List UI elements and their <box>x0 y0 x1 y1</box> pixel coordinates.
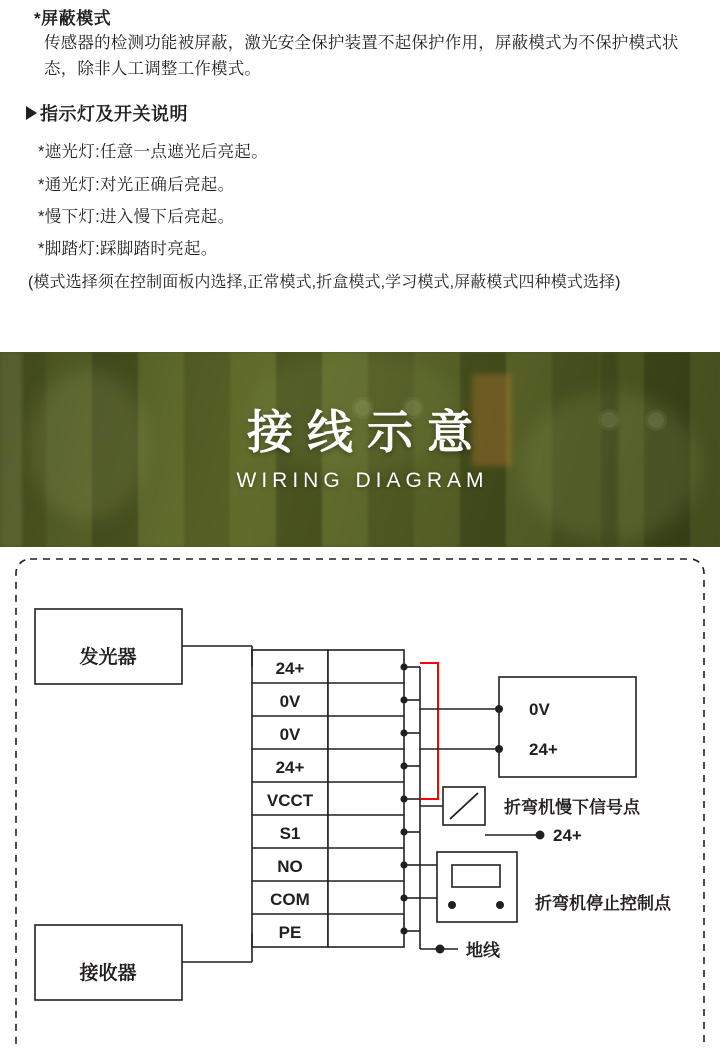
terminal-block-column <box>328 650 404 947</box>
terminal-label: VCCT <box>266 791 314 810</box>
list-item: *慢下灯:进入慢下后亮起。 <box>38 207 235 226</box>
slow-signal-24v-label: 24+ <box>553 826 582 845</box>
terminal-label: NO <box>277 857 303 876</box>
power-supply-box <box>499 677 636 777</box>
emitter-wiring <box>182 646 252 667</box>
power-box-label-24v: 24+ <box>529 740 558 759</box>
power-box-label-0v: 0V <box>529 700 550 719</box>
wiring-diagram-banner <box>0 352 720 547</box>
stop-control-wiring <box>420 865 437 898</box>
banner-title-cn: 接线示意 <box>247 406 487 459</box>
stop-control-label: 折弯机停止控制点 <box>535 894 671 913</box>
slow-signal-24v-dot <box>536 831 545 840</box>
banner-title-en: WIRING DIAGRAM <box>236 468 489 492</box>
shield-mode-body: 传感器的检测功能被屏蔽，激光安全保护装置不起保护作用，屏蔽模式为不保护模式状态，除非人工调整工作模式。 <box>44 34 679 78</box>
mode-selection-note: (模式选择须在控制面板内选择,正常模式,折盒模式,学习模式,屏蔽模式四种模式选择) <box>28 274 621 292</box>
terminal-label: S1 <box>279 824 301 843</box>
receiver-label: 接收器 <box>79 963 137 984</box>
ground-dot <box>436 945 445 954</box>
receiver-wiring <box>182 933 252 962</box>
power-box-wiring <box>420 709 499 749</box>
ground-label: 地线 <box>466 941 500 960</box>
terminal-label: 0V <box>279 725 301 744</box>
lamp-description-list <box>26 136 702 265</box>
stop-control-inner-box <box>452 865 500 887</box>
terminal-label: PE <box>278 923 302 942</box>
indicator-section-heading-label: 指示灯及开关说明 <box>40 104 188 125</box>
terminal-label: COM <box>270 890 310 909</box>
shield-mode-title: *屏蔽模式 <box>34 9 112 28</box>
slow-signal-label: 折弯机慢下信号点 <box>504 798 640 817</box>
list-item: *遮光灯:任意一点遮光后亮起。 <box>38 143 269 162</box>
terminal-label: 24+ <box>275 659 305 678</box>
text-section <box>0 0 720 352</box>
list-item: *脚踏灯:踩脚踏时亮起。 <box>38 239 218 258</box>
wiring-diagram <box>0 547 720 1048</box>
emitter-label: 发光器 <box>79 647 137 668</box>
indicator-section-heading <box>26 100 702 126</box>
red-highlight-bracket <box>420 663 438 799</box>
terminal-label: 24+ <box>275 758 305 777</box>
terminal-label: 0V <box>279 692 301 711</box>
wiring-diagram-svg <box>0 547 720 1048</box>
triangle-bullet-icon <box>26 106 37 120</box>
list-item: *通光灯:对光正确后亮起。 <box>38 175 235 194</box>
